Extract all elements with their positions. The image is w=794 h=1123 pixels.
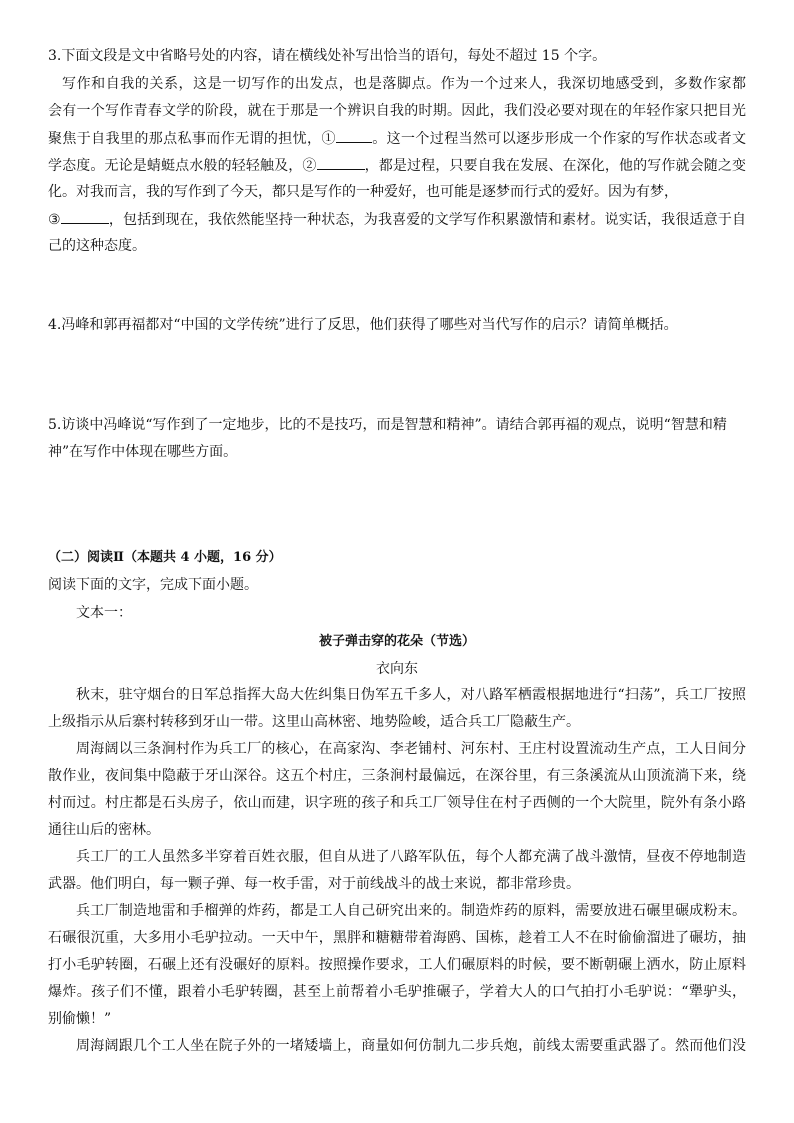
story-title: 被子弹击穿的花朵（节选） (318, 634, 475, 649)
blank-marker-1: ① (321, 131, 336, 147)
question-4-prompt: 4.冯峰和郭再福都对“中国的文学传统”进行了反思，他们获得了哪些对当代写作的启示？请简单概括。 (48, 317, 678, 333)
section-instruction: 阅读下面的文字，完成下面小题。 (48, 577, 258, 593)
q3-passage-line: 写作和自我的关系，这是一切写作的出发点，也是落脚点。作为一个过来人，我深切地感受到，多数作家都 (62, 76, 746, 92)
story-paragraph-line: 石碾很沉重，大多用小毛驴拉动。一天中午，黑胖和糖糖带着海鸥、国栋，趁着工人不在时偷偷溜进了碾坊，抽 (48, 930, 746, 946)
story-paragraph-line: 村而过。村庄都是石头房子，依山而建，识字班的孩子和兵工厂领导住在村子西侧的一个大院里，院外有条小路 (48, 795, 746, 811)
q3-passage-line (48, 209, 746, 230)
story-paragraph-line: 散作业，夜间集中隐蔽于牙山深谷。这五个村庄，三条涧村最偏远，在深谷里，有三条溪流从山顶流淌下来，绕 (48, 768, 746, 784)
q3-passage-line (48, 155, 746, 176)
question-3-prompt: 3.下面文段是文中省略号处的内容，请在横线处补写出恰当的语句，每处不超过 15 个字。 (48, 48, 607, 64)
q3-passage-line (48, 128, 746, 149)
blank-marker-2: ② (302, 158, 317, 174)
blank-marker-3: ③ (48, 212, 61, 228)
story-author: 衣向东 (376, 661, 418, 677)
story-paragraph-line: 别偷懒！” (48, 1011, 112, 1027)
story-paragraph-line: 打小毛驴转圈，石碾上还有没碾好的原料。按照操作要求，工人们碾原料的时候，要不断朝碾上洒水，防止原料 (48, 957, 746, 973)
q3-passage-line: 己的这种态度。 (48, 238, 146, 254)
story-paragraph-line: 武器。他们明白，每一颗子弹、每一枚手雷，对于前线战斗的战士来说，都非常珍贵。 (48, 876, 580, 892)
q3-text-segment: 聚焦于自我里的那点私事而作无谓的担忧， (48, 131, 322, 147)
section-header: （二）阅读Ⅱ（本题共 4 小题，16 分） (48, 550, 282, 565)
answer-blank-3[interactable] (61, 209, 109, 224)
story-paragraph-line: 爆炸。孩子们不懂，跟着小毛驴转圈，甚至上前帮着小毛驴推碾子，学着大人的口气拍打小毛驴说：“犟驴头， (48, 984, 746, 1000)
q3-text-segment: 。这一个过程当然可以逐步形成一个作家的写作状态或者文 (371, 131, 747, 147)
answer-blank-2[interactable] (317, 155, 365, 170)
q3-passage-line: 化。对我而言，我的写作到了今天，都只是写作的一种爱好，也可能是逐梦而行式的爱好。因为有梦， (48, 184, 678, 200)
q3-text-segment: 学态度。无论是蜻蜓点水般的轻轻触及， (48, 158, 303, 174)
story-paragraph-line: 周海阔以三条涧村作为兵工厂的核心，在高家沟、李老铺村、河东村、王庄村设置流动生产点，工人日间分 (76, 741, 746, 757)
story-paragraph-line: 兵工厂制造地雷和手榴弹的炸药，都是工人自己研究出来的。制造炸药的原料，需要放进石碾里碾成粉末。 (76, 903, 746, 919)
story-paragraph-line: 通往山后的密林。 (48, 822, 160, 838)
q3-text-segment: ，都是过程，只要自我在发展、在深化，他的写作就会随之变 (364, 158, 747, 174)
story-paragraph-line: 上级指示从后寨村转移到牙山一带。这里山高林密、地势险峻，适合兵工厂隐蔽生产。 (48, 714, 580, 730)
q3-passage-line: 会有一个写作青春文学的阶段，就在于那是一个辨识自我的时期。因此，我们没必要对现在的年轻作家只把目光 (48, 103, 746, 119)
story-paragraph-line: 周海阔跟几个工人坐在院子外的一堵矮墙上，商量如何仿制九二步兵炮，前线太需要重武器了。然而他们没 (76, 1038, 746, 1054)
story-paragraph-line: 兵工厂的工人虽然多半穿着百姓衣服，但自从进了八路军队伍，每个人都充满了战斗激情，昼夜不停地制造 (76, 849, 746, 865)
story-paragraph-line: 秋末，驻守烟台的日军总指挥大岛大佐纠集日伪军五千多人，对八路军栖霞根据地进行“扫荡”，兵工厂按照 (76, 687, 746, 703)
text-label: 文本一： (76, 605, 132, 621)
question-5-prompt-line: 神”在写作中体现在哪些方面。 (48, 444, 238, 460)
question-5-prompt-line: 5.访谈中冯峰说“写作到了一定地步，比的不是技巧，而是智慧和精神”。请结合郭再福的观点，说明“智慧和精 (48, 417, 727, 433)
q3-text-segment: ，包括到现在，我依然能坚持一种状态，为我喜爱的文学写作积累激情和素材。说实话，我很适意于自 (108, 212, 746, 228)
answer-blank-1[interactable] (336, 128, 372, 143)
